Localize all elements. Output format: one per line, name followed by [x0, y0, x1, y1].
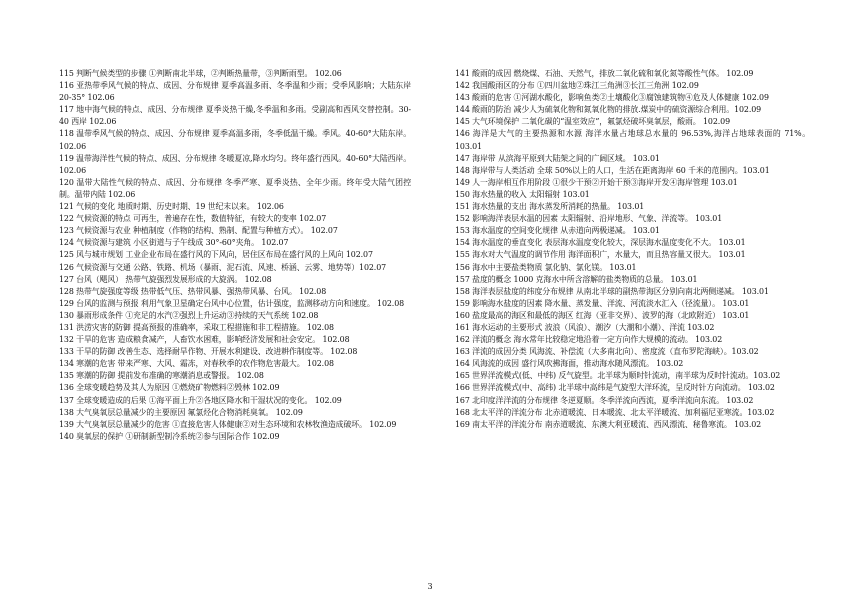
list-item: 169 南太平洋的洋流分布 南赤道暖流、东澳大利亚暖流、西风漂流、秘鲁寒流。 103.02	[455, 419, 762, 429]
list-item: 147 海岸带 从滨海平原到大陆架之间的广阔区域。 103.01	[455, 153, 660, 163]
list-item: 142 我国酸雨区的分布 ①四川盆地②珠江三角洲③长江三角洲 102.09	[455, 81, 699, 91]
right-column	[455, 68, 810, 431]
list-item: 161 海水运动的主要形式 波浪（风浪）、潮汐（大潮和小潮）、洋流 103.02	[455, 322, 715, 332]
list-item: 140 臭氧层的保护 ①研制新型制冷系统②参与国际合作 102.09	[59, 431, 280, 441]
list-item: 141 酸雨的成因 燃烧煤、石油、天然气，排放二氧化硫和氧化氮等酸性气体。 102.09	[455, 69, 754, 78]
list-item: 165 世界洋流模式(低、中纬) 反气旋型。北半球为顺时针流动，南半球为反时针流动。103.02	[455, 371, 781, 381]
list-item: 136 全球变暖趋势及其人为原因 ①燃烧矿物燃料②毁林 102.09	[59, 383, 280, 393]
list-item: 157 盐度的概念 1000 克海水中所含溶解的盐类物质的总量。 103.01	[455, 274, 698, 284]
list-item: 115 判断气候类型的步骤 ①判断南北半球，②判断热量带，③判断雨型。 102.06	[59, 69, 342, 78]
list-item: 158 海洋表层盐度的纬度分布规律 从南北半球的副热带海区分别向南北两侧递减。 103.01	[455, 286, 769, 296]
list-item: 127 台风（飓风） 热带气旋强烈发展形成的大旋涡。 102.08	[59, 274, 272, 284]
list-item: 144 酸雨的防治 减少人为硫氧化物和氮氧化物的排放.煤炭中的硫资源综合利用。102.09	[455, 105, 762, 115]
list-item: 153 海水温度的空间变化规律 从赤道向两极递减。 103.01	[455, 226, 660, 236]
list-item: 126 气候资源与交通 公路、铁路、机场（暴雨、泥石流、风速、桥涵、云雾、地势等）102.07	[59, 262, 387, 272]
list-item: 166 世界洋流模式(中、高纬) 北半球中高纬是气旋型大洋环流，呈反时针方向流动。 103.02	[455, 383, 775, 393]
list-item: 117 地中海气候的特点、成因、分布规律 夏季炎热干燥,冬季温和多雨。受副高和西风交替控制。30-40 西岸 102.06	[59, 105, 411, 127]
list-item: 132 干旱的危害 造成粮食减产，人畜饮水困难，影响经济发展和社会安定。 102.08	[59, 335, 350, 345]
list-item: 163 洋流的成因分类 风海流、补偿流（大多南北向）、密度流（直布罗陀海峡）。103.02	[455, 347, 759, 357]
list-item: 135 寒潮的防御 提前发布准确的寒潮消息或警报。 102.08	[59, 371, 264, 381]
list-item: 149 人一海岸相互作用阶段 ①很少干预②开始干预③海岸开发④海岸管理 103.01	[455, 177, 738, 187]
list-item: 164 风海流的成因 盛行风吹拂海面，推动海水随风漂流。 103.02	[455, 359, 684, 369]
list-item: 143 酸雨的危害 ①河湖水酸化，影响鱼类②土壤酸化③腐蚀建筑物④危及人体健康 102.09	[455, 93, 769, 103]
list-item: 120 温带大陆性气候的特点、成因、分布规律 冬季严寒、夏季炎热、全年少雨。终年受大陆气团控制。温带内陆 102.06	[59, 177, 411, 199]
list-item: 148 海岸带与人类活动 全球 50%以上的人口，生活在距离海岸 60 千米的范围内。103.01	[455, 165, 770, 175]
page-number: 3	[427, 582, 433, 591]
list-item: 150 海水热量的收入 太阳辐射 103.01	[455, 189, 590, 199]
list-item: 139 大气臭氧层总量减少的危害 ①直接危害人体健康②对生态环境和农林牧渔造成破坏。 102.09	[59, 419, 397, 429]
list-item: 137 全球变暖造成的后果 ①海平面上升②各地区降水和干湿状况的变化。 102.09	[59, 395, 342, 405]
list-item: 168 北太平洋的洋流分布 北赤道暖流、日本暖流、北太平洋暖流、加利福尼亚寒流。103.02	[455, 407, 775, 417]
list-item: 152 影响海洋表层水温的因素 太阳辐射、沿岸地形、气象、洋流等。 103.01	[455, 214, 723, 224]
list-item: 121 气候的变化 地质时期、历史时期、19 世纪末以来。 102.06	[59, 202, 284, 212]
list-item: 146 海洋是大气的主要热源和水源 海洋水量占地球总水量的 96.53%,海洋占地球表面的 71%。 103.01	[455, 129, 810, 151]
list-item: 159 影响海水盐度的因素 降水量、蒸发量、洋流、河流淡水汇入（径流量）。 103.01	[455, 298, 750, 308]
list-item: 155 海水对大气温度的调节作用 海洋面积广，水量大，而且热容量又很大。 103.01	[455, 250, 746, 260]
list-item: 116 亚热带季风气候的特点、成因、分布规律 夏季高温多雨、冬季温和少雨；受季风影响；大陆东岸 20-35° 102.06	[59, 81, 411, 103]
list-item: 134 寒潮的危害 带来严寒、大风、霜冻，对春秋季的农作物危害最大。 102.08	[59, 359, 334, 369]
list-item: 129 台风的监测与预报 利用气象卫星确定台风中心位置，估计强度，监测移动方向和速度。 102.08	[59, 298, 405, 308]
list-item: 160 盐度最高的海区和最低的海区 红海（亚非交界）、波罗的海（北欧附近） 103.01	[455, 310, 750, 320]
list-item: 151 海水热量的支出 海水蒸发所消耗的热量。 103.01	[455, 202, 645, 212]
list-item: 154 海水温度的垂直变化 表层海水温度变化较大，深层海水温度变化不大。 103.01	[455, 238, 746, 248]
list-item: 130 暴雨形成条件 ①充足的水汽②强烈上升运动③持续的天气系统 102.08	[59, 310, 319, 320]
list-item: 162 洋流的概念 海水常年比较稳定地沿着一定方向作大规模的流动。 103.02	[455, 335, 723, 345]
list-item: 122 气候资源的特点 可再生，普遍存在性，数值特征，有较大的变率 102.07	[59, 214, 327, 224]
list-item: 124 气候资源与建筑 小区街道与子午线成 30°-60°夹角。 102.07	[59, 238, 289, 248]
list-item: 125 风与城市规划 工业企业布局在盛行风的下风向，居住区布局在盛行风的上风向 102.07	[59, 250, 373, 260]
list-item: 119 温带海洋性气候的特点、成因、分布规律 冬暖夏凉,降水均匀。终年盛行西风。40-60°大陆西岸。 102.06	[59, 153, 411, 175]
list-item: 156 海水中主要盐类物质 氯化钠、氯化镁。 103.01	[455, 262, 637, 272]
list-item: 118 温带季风气候的特点、成因、分布规律 夏季高温多雨，冬季低温干燥。季风。40-60°大陆东岸。 102.06	[59, 129, 411, 151]
list-item: 167 北印度洋洋流的分布规律 冬逆夏顺。冬季洋流向西流，夏季洋流向东流。 103.02	[455, 395, 754, 405]
list-item: 145 大气环境保护 二氧化碳的“温室效应”，氟氯烃破坏臭氧层，酸雨。 102.09	[455, 117, 731, 127]
list-item: 133 干旱的防御 改善生态、选择耐旱作物、开展水利建设、改进耕作制度等。 102.08	[59, 347, 358, 357]
list-item: 123 气候资源与农业 种植制度（作物的结构、熟制、配置与种植方式）。 102.07	[59, 226, 338, 236]
list-item: 138 大气臭氧层总量减少的主要原因 氟氯烃化合物消耗臭氧。 102.09	[59, 407, 303, 417]
left-column	[59, 68, 411, 443]
list-item: 128 热带气旋强度等级 热带低气压、热带风暴、强热带风暴、台风。 102.08	[59, 286, 327, 296]
list-item: 131 洪涝灾害的防御 提高预报的准确率，采取工程措施和非工程措施。 102.08	[59, 322, 334, 332]
